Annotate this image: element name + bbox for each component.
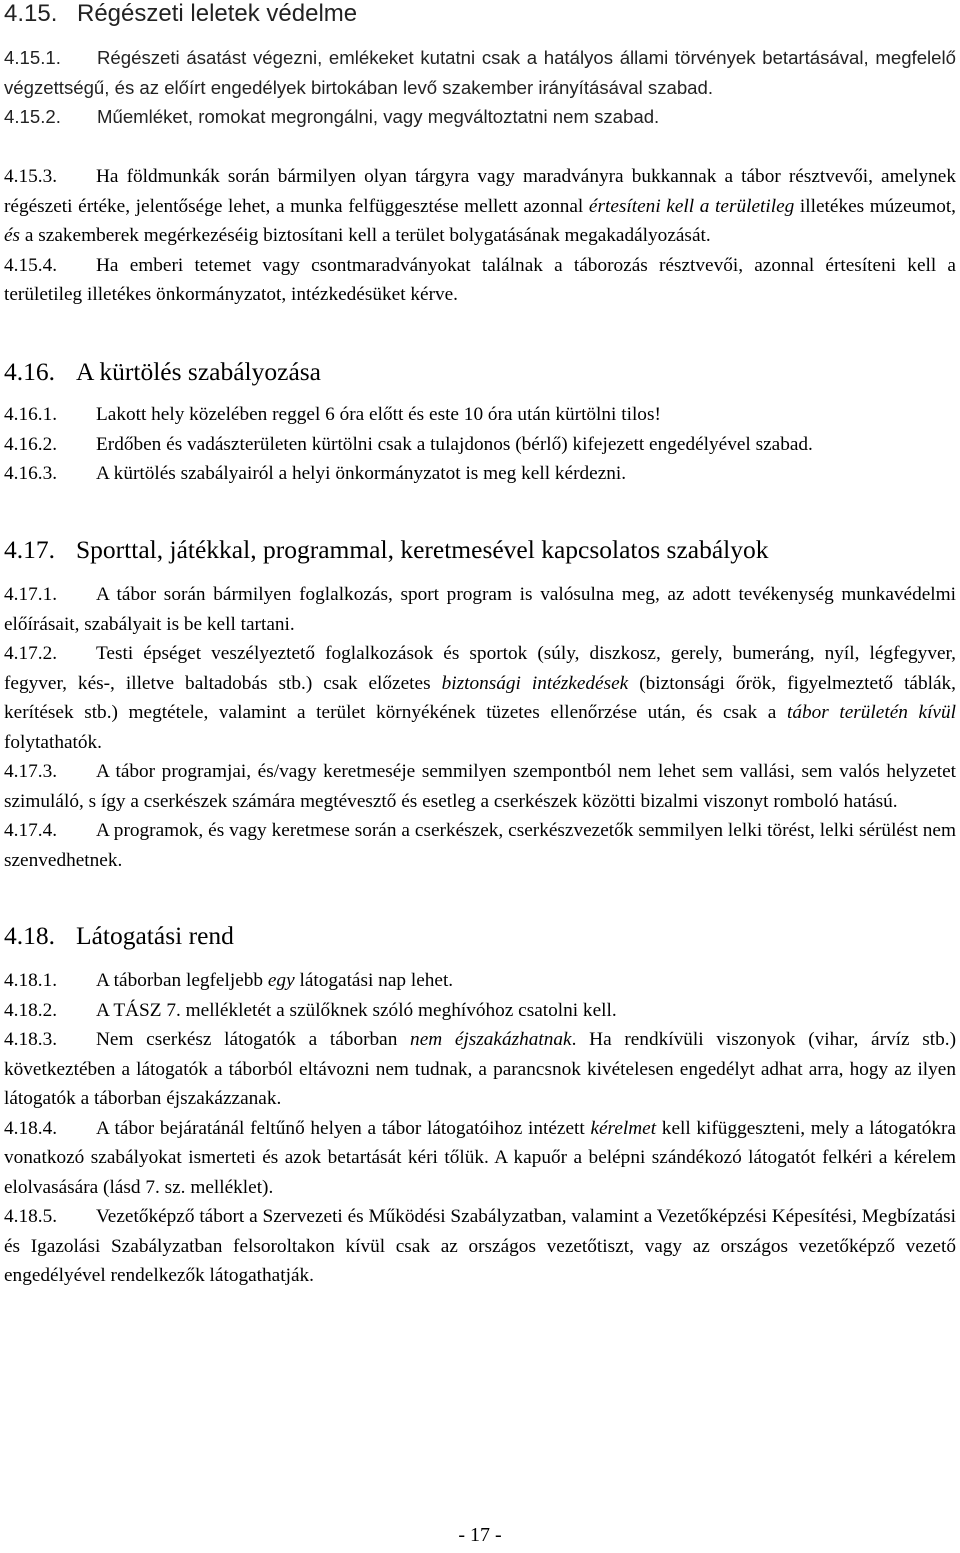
paragraph-text: A tábor programjai, és/vagy keretmeséje semmilyen szempontból nem lehet sem vallási, sem valós helyzetet szimuláló, s így a cserkészek számára megtévesztő és esetleg a cserkészek közötti bizalmi viszonyt romboló hatású. xyxy=(4,761,956,812)
section-heading-4-17 xyxy=(4,533,769,567)
section-heading-4-15 xyxy=(4,0,357,31)
section-title: A kürtölés szabályozása xyxy=(76,357,322,386)
paragraph-text: kell kifüggeszteni, mely a látogatókra vonatkozó szabályokat ismerteti és azok betartását kéri tőlük. A kapuőr a belépni szándékozó látogatót felkéri a kérelem elolvasására (lásd 7. sz. melléklet). xyxy=(4,1117,956,1198)
section-number: 4.17. xyxy=(4,535,55,564)
paragraph-text: A tábor során bármilyen foglalkozás, sport program is valósulna meg, az adott tevékenység munkavédelmi előírásait, szabályait is be kell tartani. xyxy=(4,584,956,635)
paragraph-4-18-4 xyxy=(4,1114,956,1203)
paragraph-text: Ha emberi tetemet vagy csontmaradványokat találnak a táborozás résztvevői, azonnal értesíteni kell a területileg illetékes önkormányzatot, intézkedésüket kérve. xyxy=(4,254,956,305)
paragraph-text: A táborban legfeljebb xyxy=(96,970,264,991)
section-number: 4.18. xyxy=(4,921,55,950)
paragraph-number: 4.18.3. xyxy=(4,1029,58,1050)
paragraph-4-17-2 xyxy=(4,639,956,757)
paragraph-number: 4.18.1. xyxy=(4,970,58,991)
paragraph-4-15-2 xyxy=(4,102,956,132)
emphasis-text: nem éjszakázhatnak xyxy=(410,1029,572,1050)
paragraph-4-17-3 xyxy=(4,757,956,816)
section-number: 4.16. xyxy=(4,357,55,386)
paragraph-4-15-4 xyxy=(4,251,956,310)
paragraph-text: Testi épséget veszélyeztető foglalkozások és sportok (súly, diszkosz, gerely, bumeráng, nyíl, légfegyver, fegyver, kés-, illetve baltadobás stb.) csak előzetes xyxy=(4,643,956,694)
paragraph-number: 4.17.2. xyxy=(4,643,58,664)
paragraph-text: (biztonsági őrök, figyelmeztető táblák, kerítések stb.) megtétele, valamint a terület környékének tüzetes ellenőrzése után, és csak a xyxy=(4,672,956,723)
emphasis-text: és xyxy=(4,225,21,246)
paragraph-number: 4.16.3. xyxy=(4,463,58,484)
paragraph-number: 4.18.2. xyxy=(4,999,58,1021)
section-title: Látogatási rend xyxy=(76,921,234,950)
paragraph-number: 4.15.2. xyxy=(4,106,61,127)
paragraph-4-16-1 xyxy=(4,400,956,430)
paragraph-text: Lakott hely közelében reggel 6 óra előtt és este 10 óra után kürtölni tilos! xyxy=(96,404,661,425)
paragraph-4-16-2 xyxy=(4,430,956,460)
section-heading-4-16 xyxy=(4,355,321,389)
paragraph-4-15-1 xyxy=(4,43,956,102)
paragraph-text: . Ha rendkívüli viszonyok (vihar, árvíz stb.) következtében a látogatók a táborból eltávozni nem tudnak, a parancsnok kivételesen engedélyt adhat arra, hogy az ilyen látogatók a táborban éjszakázzanak. xyxy=(4,1029,956,1109)
paragraph-4-17-4 xyxy=(4,816,956,875)
emphasis-text: értesíteni kell a területileg xyxy=(588,195,795,217)
paragraph-number: 4.15.1. xyxy=(4,47,61,68)
paragraph-number: 4.17.4. xyxy=(4,820,58,841)
emphasis-text: biztonsági intézkedések xyxy=(441,672,629,694)
paragraph-4-15-3 xyxy=(4,162,956,251)
paragraph-4-18-2 xyxy=(4,996,956,1026)
page-number: - 17 - xyxy=(458,1524,502,1546)
paragraph-text: Ha földmunkák során bármilyen olyan tárgyra vagy maradványra bukkannak a tábor résztvevői, amelynek régészeti értéke, jelentősége lehet, a munka felfüggesztése mellett azonnal xyxy=(4,166,956,217)
paragraph-text: Műemléket, romokat megrongálni, vagy megváltoztatni nem szabad. xyxy=(97,106,660,127)
section-heading-4-18 xyxy=(4,919,234,953)
emphasis-text: egy xyxy=(267,970,295,991)
paragraph-text: Nem cserkész látogatók a táborban xyxy=(96,1029,398,1050)
paragraph-number: 4.16.2. xyxy=(4,433,58,455)
paragraph-4-18-3 xyxy=(4,1025,956,1114)
paragraph-text: Vezetőképző tábort a Szervezeti és Működési Szabályzatban, valamint a Vezetőképzési Képesítési, Megbízatási és Igazolási Szabályzatban felsoroltakon kívül csak az országos vezetőtiszt, vagy az országos vezetőképző vezető engedélyével rendelkezők látogathatják. xyxy=(4,1206,957,1286)
paragraph-number: 4.15.3. xyxy=(4,166,58,187)
section-title: Régészeti leletek védelme xyxy=(77,0,358,27)
paragraph-text: Régészeti ásatást végezni, emlékeket kutatni csak a hatályos állami törvények betartásával, megfelelő végzettségű, és az előírt engedélyek birtokában levő szakember irányításával szabad. xyxy=(4,47,956,98)
paragraph-4-17-1 xyxy=(4,580,956,639)
paragraph-4-16-3 xyxy=(4,459,956,489)
paragraph-text: folytathatók. xyxy=(4,731,102,753)
section-title: Sporttal, játékkal, programmal, keretmesével kapcsolatos szabályok xyxy=(76,535,769,564)
paragraph-text: illetékes múzeumot, xyxy=(799,195,957,217)
section-number: 4.15. xyxy=(4,0,58,27)
paragraph-number: 4.17.3. xyxy=(4,761,58,782)
emphasis-text: tábor területén kívül xyxy=(786,702,956,723)
paragraph-text: Erdőben és vadászterületen kürtölni csak a tulajdonos (bérlő) kifejezett engedélyével szabad. xyxy=(96,433,813,455)
paragraph-text: A tábor bejáratánál feltűnő helyen a tábor látogatóihoz intézett xyxy=(96,1117,585,1139)
paragraph-4-18-5 xyxy=(4,1202,956,1291)
paragraph-4-18-1 xyxy=(4,966,956,996)
paragraph-number: 4.18.4. xyxy=(4,1117,58,1139)
paragraph-text: A programok, és vagy keretmese során a cserkészek, cserkészvezetők semmilyen lelki törést, lelki sérülést nem szenvedhetnek. xyxy=(4,820,956,871)
paragraph-number: 4.16.1. xyxy=(4,404,58,425)
paragraph-number: 4.18.5. xyxy=(4,1206,58,1227)
paragraph-number: 4.15.4. xyxy=(4,254,58,276)
paragraph-text: a szakemberek megérkezéséig biztosítani kell a terület bolygatásának megakadályozását. xyxy=(24,225,711,246)
emphasis-text: kérelmet xyxy=(590,1117,657,1139)
paragraph-text: látogatási nap lehet. xyxy=(299,970,454,991)
paragraph-text: A kürtölés szabályairól a helyi önkormányzatot is meg kell kérdezni. xyxy=(96,463,627,484)
paragraph-text: A TÁSZ 7. mellékletét a szülőknek szóló meghívóhoz csatolni kell. xyxy=(96,999,617,1021)
paragraph-number: 4.17.1. xyxy=(4,584,58,605)
